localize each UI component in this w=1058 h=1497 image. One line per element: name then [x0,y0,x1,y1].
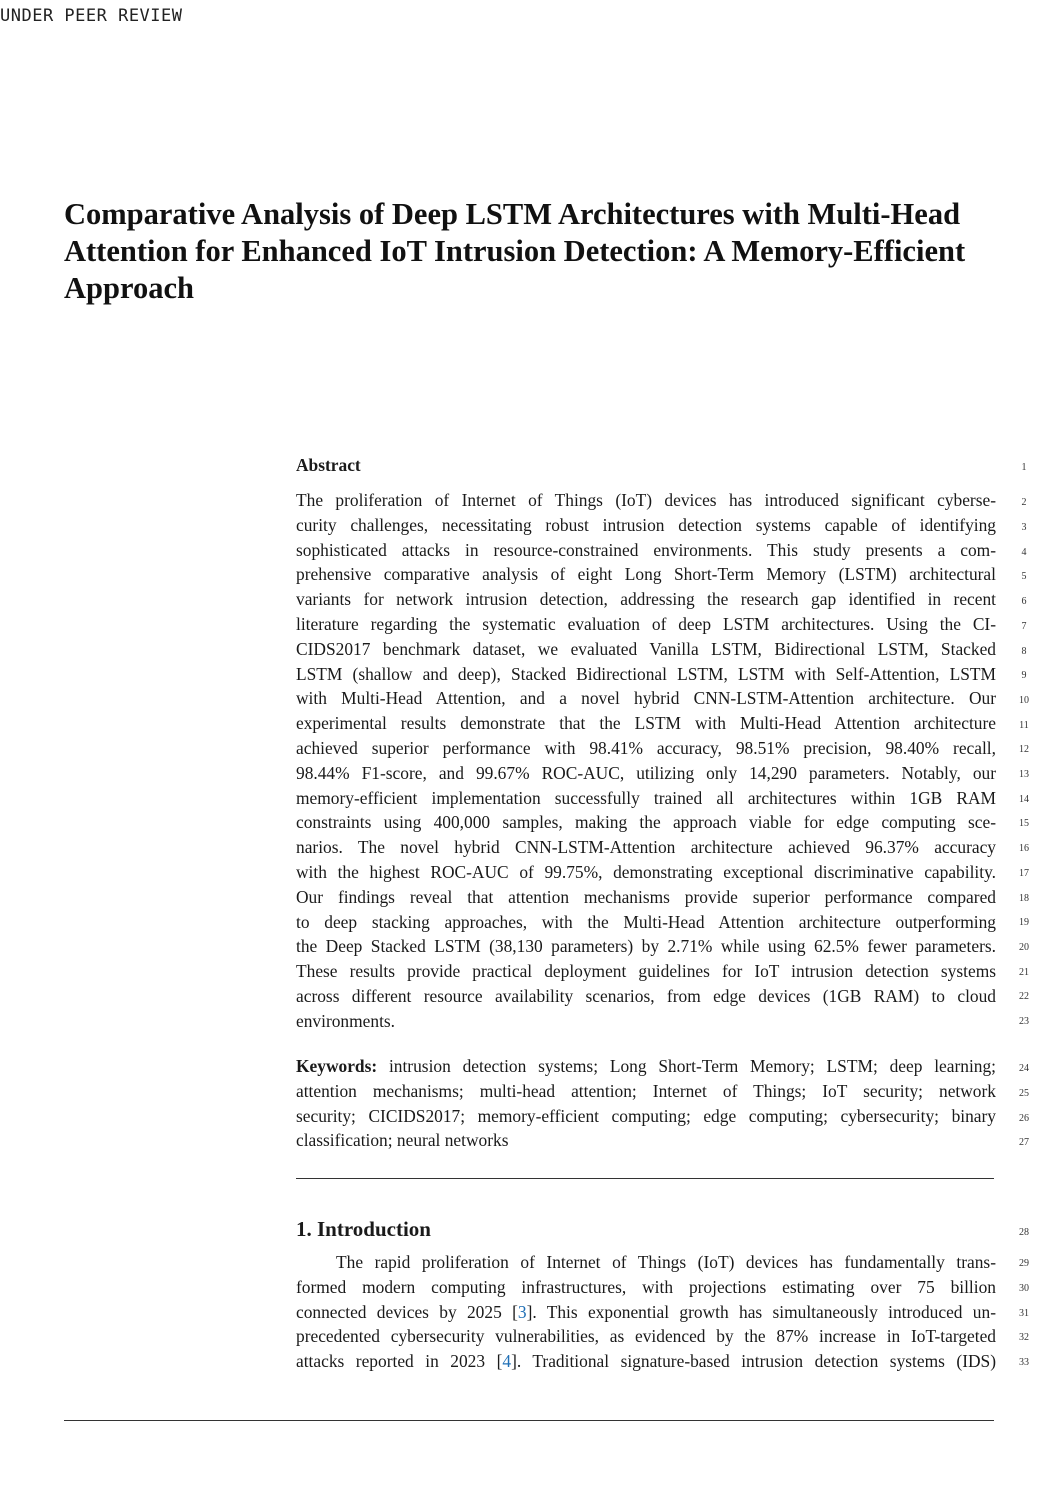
abstract-line: sophisticated attacks in resource-constrained environments. This study presents a com- [296,539,996,560]
introduction-body [296,1250,996,1374]
abstract-section [296,453,996,478]
footer-rule [64,1420,994,1421]
keywords-line: classification; neural networks [296,1130,509,1151]
abstract-line: constraints using 400,000 samples, making the approach viable for edge computing sce- [296,812,996,833]
keywords-text: intrusion detection systems; Long Short-Term Memory; LSTM; deep learning; [377,1056,996,1076]
abstract-line: These results provide practical deployment guidelines for IoT intrusion detection systems [296,961,996,982]
line-number: 4 [1021,547,1027,558]
abstract-line: variants for network intrusion detection, addressing the research gap identified in recent [296,589,996,610]
keywords-section [296,1054,996,1153]
line-number: 11 [1019,720,1029,731]
line-number: 14 [1019,794,1029,805]
body-line: formed modern computing infrastructures, with projections estimating over 75 billion [296,1276,996,1297]
abstract-heading: Abstract [296,455,361,475]
abstract-line: literature regarding the systematic evaluation of deep LSTM architectures. Using the CI- [296,613,996,634]
line-number: 15 [1019,818,1029,829]
line-number: 19 [1019,917,1029,928]
line-number: 9 [1021,670,1027,681]
line-number: 1 [1021,462,1027,473]
body-line: attacks reported in 2023 [4]. Traditional signature-based intrusion detection systems (IDS) [296,1351,997,1372]
abstract-line: environments. [296,1010,396,1031]
line-number: 31 [1019,1308,1029,1319]
line-number: 8 [1021,646,1027,657]
abstract-line: with the highest ROC-AUC of 99.75%, demonstrating exceptional discriminative capability. [296,861,996,882]
line-number: 16 [1019,843,1029,854]
abstract-line: prehensive comparative analysis of eight Long Short-Term Memory (LSTM) architectural [296,564,996,585]
body-line: precedented cybersecurity vulnerabilities, as evidenced by the 87% increase in IoT-targeted [296,1326,996,1347]
line-number: 10 [1019,695,1029,706]
line-number: 13 [1019,769,1029,780]
line-number: 17 [1019,868,1029,879]
abstract-line: Our findings reveal that attention mechanisms provide superior performance compared [296,886,996,907]
line-number: 30 [1019,1283,1029,1294]
line-number: 18 [1019,893,1029,904]
abstract-line: achieved superior performance with 98.41% accuracy, 98.51% precision, 98.40% recall, [296,737,996,758]
line-number: 6 [1021,596,1027,607]
introduction-section [296,1217,996,1242]
under-review-watermark: UNDER PEER REVIEW [0,6,183,26]
body-line: connected devices by 2025 [3]. This exponential growth has simultaneously introduced un- [296,1301,996,1322]
abstract-line: The proliferation of Internet of Things (IoT) devices has introduced significant cyberse- [296,490,996,510]
citation-link[interactable]: 4 [502,1351,512,1372]
abstract-line: narios. The novel hybrid CNN-LSTM-Attention architecture achieved 96.37% accuracy [296,837,996,858]
line-number: 32 [1019,1332,1029,1343]
line-number: 7 [1021,621,1027,632]
section-divider [296,1178,994,1179]
abstract-body [296,488,996,1034]
abstract-line: across different resource availability scenarios, from edge devices (1GB RAM) to cloud [296,985,996,1006]
body-line: The rapid proliferation of Internet of Things (IoT) devices has fundamentally trans- [336,1252,996,1272]
line-number: 22 [1019,991,1029,1002]
abstract-line: CIDS2017 benchmark dataset, we evaluated Vanilla LSTM, Bidirectional LSTM, Stacked [296,638,996,659]
line-number: 27 [1019,1137,1029,1148]
line-number: 2 [1021,497,1027,508]
abstract-line: to deep stacking approaches, with the Multi-Head Attention architecture outperforming [296,911,996,932]
line-number: 28 [1019,1227,1029,1238]
abstract-line: 98.44% F1-score, and 99.67% ROC-AUC, utilizing only 14,290 parameters. Notably, our [296,762,996,783]
keywords-line: security; CICIDS2017; memory-efficient computing; edge computing; cybersecurity; binary [296,1105,996,1126]
citation-link[interactable]: 3 [517,1301,527,1322]
keywords-line: attention mechanisms; multi-head attention; Internet of Things; IoT security; network [296,1080,996,1101]
line-number: 26 [1019,1113,1029,1124]
abstract-line: LSTM (shallow and deep), Stacked Bidirectional LSTM, LSTM with Self-Attention, LSTM [296,663,996,684]
line-number: 3 [1021,522,1027,533]
abstract-line: curity challenges, necessitating robust intrusion detection systems capable of identifying [296,514,996,535]
line-number: 5 [1021,571,1027,582]
abstract-line: with Multi-Head Attention, and a novel hybrid CNN-LSTM-Attention architecture. Our [296,688,996,709]
paper-title: Comparative Analysis of Deep LSTM Architectures with Multi-Head Attention for Enhanced IoT Intrusion Detection: A Memory-Efficient Approach [64,197,966,305]
keywords-label: Keywords: [296,1056,378,1076]
line-number: 29 [1019,1258,1029,1269]
line-number: 20 [1019,942,1029,953]
line-number: 24 [1019,1063,1029,1074]
abstract-line: the Deep Stacked LSTM (38,130 parameters) by 2.71% while using 62.5% fewer parameters. [296,936,996,957]
line-number: 33 [1019,1357,1029,1368]
line-number: 23 [1019,1016,1029,1027]
line-number: 12 [1019,744,1029,755]
line-number: 25 [1019,1088,1029,1099]
abstract-line: memory-efficient implementation successfully trained all architectures within 1GB RAM [296,787,996,808]
abstract-line: experimental results demonstrate that the LSTM with Multi-Head Attention architecture [296,713,996,734]
introduction-heading: 1. Introduction [296,1217,431,1241]
keywords-line [296,1054,996,1079]
line-number: 21 [1019,967,1029,978]
